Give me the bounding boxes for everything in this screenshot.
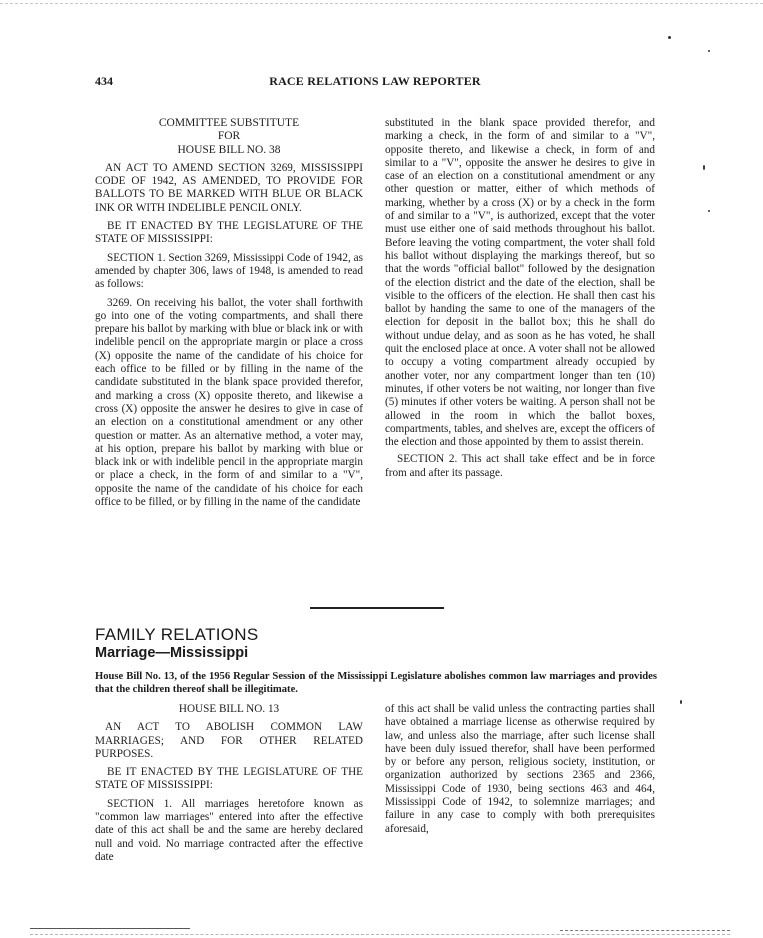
- first-act-heading: [95, 117, 363, 157]
- second-act-heading: HOUSE BILL NO. 13: [178, 703, 280, 715]
- section-subtitle: Marriage—Mississippi: [95, 645, 249, 661]
- second-act-continuation: of this act shall be valid unless the contracting parties shall have obtained a marriage license as otherwise required by law, and unless also the marriage, after such license shall have been duly issued therefor, shall have been performed by or before any person, religious society, institution, or organization authorized by sections 2365 and 2366, Mississippi Code of 1930, being sections 463 and 464, Mississippi Code of 1942, to solemnize marriages; and failure in any case to comply with both prerequisites aforesaid,: [385, 703, 655, 835]
- first-act-right-column: [385, 117, 655, 480]
- summary-text: House Bill No. 13, of the 1956 Regular Session of the Mississippi Legislature abolishes common law marriages and provides that the children thereof shall be illegitimate.: [95, 671, 657, 695]
- heading-line: FOR: [217, 130, 241, 143]
- section-divider: [310, 607, 444, 609]
- first-act-title: AN ACT TO AMEND SECTION 3269, MISSISSIPPI CODE OF 1942, AS AMENDED, TO PROVIDE FOR BALLOTS TO BE MARKED WITH BLUE OR BLACK INK OR WITH INDELIBLE PENCIL ONLY.: [95, 161, 363, 214]
- second-act-right-column: [385, 703, 655, 836]
- section-3269-continuation: substituted in the blank space provided therefor, and marking a check, in the form of and similar to a "V", opposite thereto, and likewise a check, in form of and similar to a "V", opposite the answer he desires to give in case of an election on a constitutional amendment or any other question or matter, either of which methods of marking, whether by a cross (X) or by a check in the form of and similar to a "V", is authorized, except that the voter must use either one of said methods throughout his ballot. Before leaving the voting compartment, the voter shall fold his ballot without displaying the markings thereof, but so that the words "official ballot" followed by the designation of the election district and the date of the election, shall be visible to the officers of the election. He shall then cast his ballot by handing the same to one of the managers of the election for deposit in the ballot box; this he shall do without undue delay, and as soon as he has voted, he shall quit the enclosed place at once. A voter shall not be allowed to occupy a voting compartment already occupied by another voter, nor any compartment longer than ten (10) minutes, if other voters be not waiting, nor longer than five (5) minutes if other voters be waiting. A person shall not be allowed in the room in which the ballot boxes, compartments, tables, and shelves are, except the officers of the election and those appointed by them to assist therein.: [385, 117, 655, 449]
- second-act-title: AN ACT TO ABOLISH COMMON LAW MARRIAGES; AND FOR OTHER RELATED PURPOSES.: [95, 721, 363, 760]
- first-act-left-column: [95, 117, 363, 509]
- section-title: FAMILY RELATIONS: [95, 625, 259, 644]
- scan-speck: [680, 700, 682, 704]
- running-title: RACE RELATIONS LAW REPORTER: [269, 74, 481, 88]
- scan-edge-bottom-right: [560, 930, 730, 931]
- heading-line: HOUSE BILL NO. 38: [177, 143, 281, 156]
- scan-edge-bottom: [30, 934, 730, 935]
- second-act-left-column: [95, 703, 363, 864]
- page-header: [95, 74, 655, 92]
- scan-speck: [708, 50, 710, 52]
- section-3269-text: 3269. On receiving his ballot, the voter shall forthwith go into one of the voting compartments, and shall there prepare his ballot by marking with blue or black ink or with indelible pencil on the appropriate margin or place a cross (X) opposite the name of the candidate of his choice for each office to be filled or by filling in the name of the candidate substituted in the blank space provided therefor, and marking a cross (X) opposite thereto, and likewise a cross (X) opposite the answer he desires to give in case of an election on a constitutional amendment or any other question or matter. As an alternative method, a voter may, at his option, prepare his ballot by marking with blue or black ink or with indelible pencil in the appropriate margin or place a check, in the form of and similar to a "V", opposite the name of the candidate of his choice for each office to be filled, or by filling in the name of the candidate: [95, 296, 363, 509]
- scan-edge-top: [0, 3, 763, 4]
- heading-line: COMMITTEE SUBSTITUTE: [158, 117, 300, 129]
- page-number: 434: [95, 74, 113, 88]
- second-act-section-1: SECTION 1. All marriages heretofore known as "common law marriages" entered into after the effective date of this act shall be and the same are hereby declared null and void. No marriage contracted after the effective date: [95, 797, 363, 863]
- scan-edge-bottom-left: [30, 928, 190, 929]
- scan-speck: [708, 210, 710, 212]
- second-act-enacting-clause: BE IT ENACTED BY THE LEGISLATURE OF THE STATE OF MISSISSIPPI:: [95, 766, 363, 792]
- first-act-enacting-clause: BE IT ENACTED BY THE LEGISLATURE OF THE STATE OF MISSISSIPPI:: [95, 220, 363, 246]
- first-act-section-2: SECTION 2. This act shall take effect and be in force from and after its passage.: [385, 453, 655, 479]
- first-act-section-1: SECTION 1. Section 3269, Mississippi Code of 1942, as amended by chapter 306, laws of 1948, is amended to read as follows:: [95, 251, 363, 291]
- scan-speck: [703, 165, 705, 170]
- scan-speck: [668, 36, 671, 39]
- headnote-summary: [95, 670, 657, 696]
